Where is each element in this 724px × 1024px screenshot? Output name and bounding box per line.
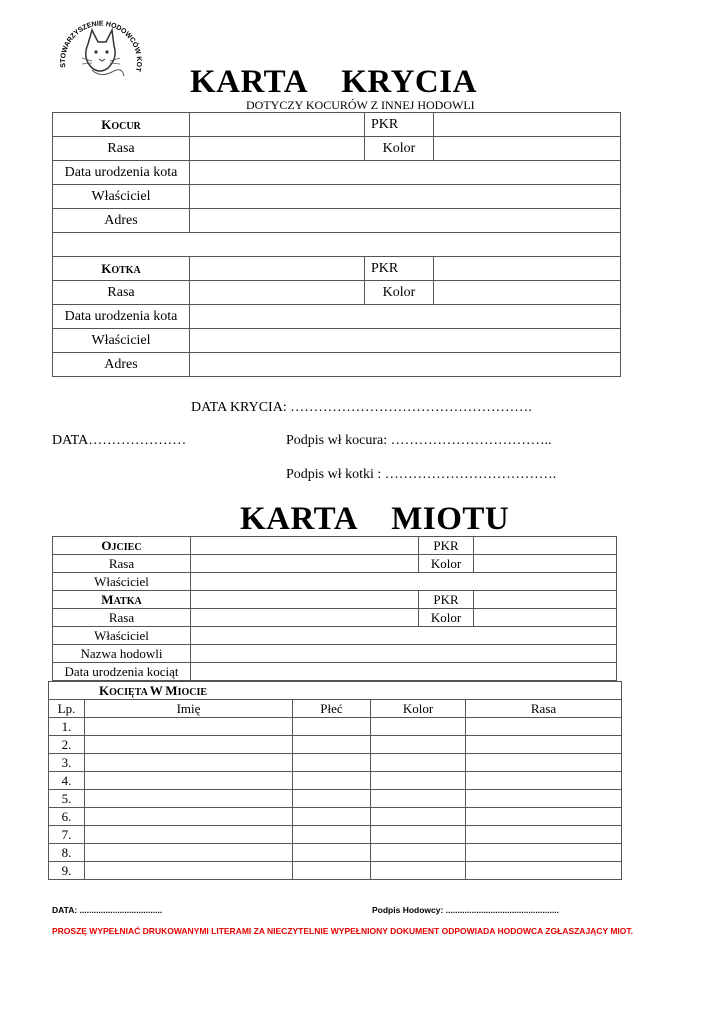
kitten-rasa-field[interactable] bbox=[466, 790, 622, 808]
kitten-row bbox=[49, 790, 622, 808]
kitten-kolor-field[interactable] bbox=[371, 772, 466, 790]
subtitle-dotyczy: DOTYCZY KOCURÓW Z INNEJ HODOWLI bbox=[246, 98, 475, 112]
kitten-row-number: 8. bbox=[49, 844, 85, 862]
kitten-rasa-field[interactable] bbox=[466, 718, 622, 736]
kitten-plec-field[interactable] bbox=[293, 754, 371, 772]
matka-rasa-field[interactable] bbox=[191, 609, 419, 627]
col-header-lp: Lp. bbox=[49, 700, 85, 718]
ojciec-name-field[interactable] bbox=[191, 537, 419, 555]
kitten-imie-field[interactable] bbox=[85, 844, 293, 862]
ojciec-rasa-label: Rasa bbox=[53, 555, 191, 573]
kotka-pkr-label: PKR bbox=[365, 257, 434, 281]
kitten-kolor-field[interactable] bbox=[371, 718, 466, 736]
matka-pkr-label: PKR bbox=[419, 591, 474, 609]
kocur-kolor-field[interactable] bbox=[434, 137, 621, 161]
ojciec-heading: OJCIEC bbox=[53, 537, 191, 555]
ojciec-kolor-field[interactable] bbox=[474, 555, 617, 573]
kitten-rasa-field[interactable] bbox=[466, 844, 622, 862]
matka-wlasciciel-label: Właściciel bbox=[53, 627, 191, 645]
kitten-kolor-field[interactable] bbox=[371, 844, 466, 862]
footer-warning: PROSZĘ WYPEŁNIAĆ DRUKOWANYMI LITERAMI ZA NIECZYTELNIE WYPEŁNIONY DOKUMENT ODPOWIADA HODOWCA ZGŁASZAJĄCY MIOT. bbox=[52, 926, 633, 936]
podpis-kotki-line[interactable]: Podpis wł kotki : ………………………………. bbox=[286, 467, 557, 482]
col-header-imie: Imię bbox=[85, 700, 293, 718]
kocur-rasa-field[interactable] bbox=[190, 137, 365, 161]
kitten-rasa-field[interactable] bbox=[466, 772, 622, 790]
kitten-imie-field[interactable] bbox=[85, 772, 293, 790]
kitten-row-number: 9. bbox=[49, 862, 85, 880]
ojciec-wlasciciel-label: Właściciel bbox=[53, 573, 191, 591]
kocur-adres-field[interactable] bbox=[190, 209, 621, 233]
matka-rasa-label: Rasa bbox=[53, 609, 191, 627]
kitten-kolor-field[interactable] bbox=[371, 790, 466, 808]
kitten-plec-field[interactable] bbox=[293, 790, 371, 808]
data-urodzenia-kociat-field[interactable] bbox=[191, 663, 617, 681]
kitten-imie-field[interactable] bbox=[85, 790, 293, 808]
kitten-plec-field[interactable] bbox=[293, 718, 371, 736]
krycie-table bbox=[52, 112, 621, 377]
ojciec-wlasciciel-field[interactable] bbox=[191, 573, 617, 591]
kitten-rasa-field[interactable] bbox=[466, 826, 622, 844]
kitten-imie-field[interactable] bbox=[85, 754, 293, 772]
kitten-imie-field[interactable] bbox=[85, 718, 293, 736]
data-line[interactable]: DATA………………… bbox=[52, 433, 187, 448]
kitten-kolor-field[interactable] bbox=[371, 808, 466, 826]
kotka-rasa-field[interactable] bbox=[190, 281, 365, 305]
podpis-kocura-line[interactable]: Podpis wł kocura: …………………………….. bbox=[286, 433, 552, 448]
kocur-heading: KOCUR bbox=[53, 113, 190, 137]
kotka-kolor-field[interactable] bbox=[434, 281, 621, 305]
matka-kolor-label: Kolor bbox=[419, 609, 474, 627]
kitten-kolor-field[interactable] bbox=[371, 862, 466, 880]
ojciec-pkr-field[interactable] bbox=[474, 537, 617, 555]
kitten-imie-field[interactable] bbox=[85, 826, 293, 844]
kittens-header-row bbox=[49, 700, 622, 718]
kitten-row bbox=[49, 808, 622, 826]
kitten-kolor-field[interactable] bbox=[371, 754, 466, 772]
kocur-wlasciciel-label: Właściciel bbox=[53, 185, 190, 209]
kitten-rasa-field[interactable] bbox=[466, 754, 622, 772]
matka-heading: MATKA bbox=[53, 591, 191, 609]
kotka-adres-field[interactable] bbox=[190, 353, 621, 377]
kitten-plec-field[interactable] bbox=[293, 844, 371, 862]
kocur-pkr-field[interactable] bbox=[434, 113, 621, 137]
kitten-row bbox=[49, 826, 622, 844]
miot-parents-table bbox=[52, 536, 617, 681]
kitten-row-number: 6. bbox=[49, 808, 85, 826]
col-header-kolor: Kolor bbox=[371, 700, 466, 718]
kotka-pkr-field[interactable] bbox=[434, 257, 621, 281]
matka-pkr-field[interactable] bbox=[474, 591, 617, 609]
kittens-table bbox=[48, 681, 622, 880]
kocur-wlasciciel-field[interactable] bbox=[190, 185, 621, 209]
kitten-plec-field[interactable] bbox=[293, 862, 371, 880]
nazwa-hodowli-field[interactable] bbox=[191, 645, 617, 663]
kitten-row-number: 2. bbox=[49, 736, 85, 754]
kitten-row-number: 3. bbox=[49, 754, 85, 772]
kitten-plec-field[interactable] bbox=[293, 736, 371, 754]
svg-text:STOWARZYSZENIE HODOWCÓW KOTÓW: STOWARZYSZENIE HODOWCÓW KOT bbox=[59, 20, 143, 73]
cat-logo-icon bbox=[52, 12, 148, 92]
matka-wlasciciel-field[interactable] bbox=[191, 627, 617, 645]
kocur-data-urodzenia-field[interactable] bbox=[190, 161, 621, 185]
col-header-rasa: Rasa bbox=[466, 700, 622, 718]
kitten-row-number: 4. bbox=[49, 772, 85, 790]
kotka-name-field[interactable] bbox=[190, 257, 365, 281]
matka-name-field[interactable] bbox=[191, 591, 419, 609]
ojciec-pkr-label: PKR bbox=[419, 537, 474, 555]
kitten-imie-field[interactable] bbox=[85, 736, 293, 754]
title-karta-miotu: KARTA MIOTU bbox=[240, 501, 510, 537]
title-karta-krycia: KARTA KRYCIA bbox=[190, 64, 477, 100]
kocur-kolor-label: Kolor bbox=[365, 137, 434, 161]
nazwa-hodowli-label: Nazwa hodowli bbox=[53, 645, 191, 663]
kotka-heading: KOTKA bbox=[53, 257, 190, 281]
kotka-adres-label: Adres bbox=[53, 353, 190, 377]
kitten-row bbox=[49, 736, 622, 754]
kocur-pkr-label: PKR bbox=[365, 113, 434, 137]
matka-kolor-field[interactable] bbox=[474, 609, 617, 627]
kitten-row bbox=[49, 718, 622, 736]
kitten-plec-field[interactable] bbox=[293, 772, 371, 790]
data-urodzenia-kociat-label: Data urodzenia kociąt bbox=[53, 663, 191, 681]
kitten-row bbox=[49, 772, 622, 790]
kitten-rasa-field[interactable] bbox=[466, 736, 622, 754]
association-logo bbox=[52, 12, 148, 92]
kitten-row-number: 1. bbox=[49, 718, 85, 736]
ojciec-rasa-field[interactable] bbox=[191, 555, 419, 573]
ojciec-kolor-label: Kolor bbox=[419, 555, 474, 573]
spacer-row bbox=[53, 233, 621, 257]
kitten-row-number: 7. bbox=[49, 826, 85, 844]
kotka-data-urodzenia-label: Data urodzenia kota bbox=[53, 305, 190, 329]
kitten-plec-field[interactable] bbox=[293, 826, 371, 844]
kotka-wlasciciel-label: Właściciel bbox=[53, 329, 190, 353]
data-krycia-line[interactable]: DATA KRYCIA: ……………………………………………. bbox=[191, 400, 532, 415]
kitten-imie-field[interactable] bbox=[85, 862, 293, 880]
footer-podpis-hodowcy-line[interactable]: Podpis Hodowcy: ................................................ bbox=[372, 905, 560, 915]
kocieta-heading: KOCIĘTA W MIOCIE bbox=[49, 682, 622, 700]
kitten-row bbox=[49, 754, 622, 772]
kotka-data-urodzenia-field[interactable] bbox=[190, 305, 621, 329]
kitten-kolor-field[interactable] bbox=[371, 826, 466, 844]
kotka-kolor-label: Kolor bbox=[365, 281, 434, 305]
kitten-plec-field[interactable] bbox=[293, 808, 371, 826]
kitten-rasa-field[interactable] bbox=[466, 862, 622, 880]
kocur-adres-label: Adres bbox=[53, 209, 190, 233]
kotka-rasa-label: Rasa bbox=[53, 281, 190, 305]
footer-data-line[interactable]: DATA: ................................... bbox=[52, 905, 163, 915]
kitten-row bbox=[49, 862, 622, 880]
kitten-rasa-field[interactable] bbox=[466, 808, 622, 826]
kocur-name-field[interactable] bbox=[190, 113, 365, 137]
kocur-data-urodzenia-label: Data urodzenia kota bbox=[53, 161, 190, 185]
kocur-rasa-label: Rasa bbox=[53, 137, 190, 161]
kotka-wlasciciel-field[interactable] bbox=[190, 329, 621, 353]
kitten-imie-field[interactable] bbox=[85, 808, 293, 826]
kitten-kolor-field[interactable] bbox=[371, 736, 466, 754]
col-header-plec: Płeć bbox=[293, 700, 371, 718]
kitten-row bbox=[49, 844, 622, 862]
kitten-row-number: 5. bbox=[49, 790, 85, 808]
